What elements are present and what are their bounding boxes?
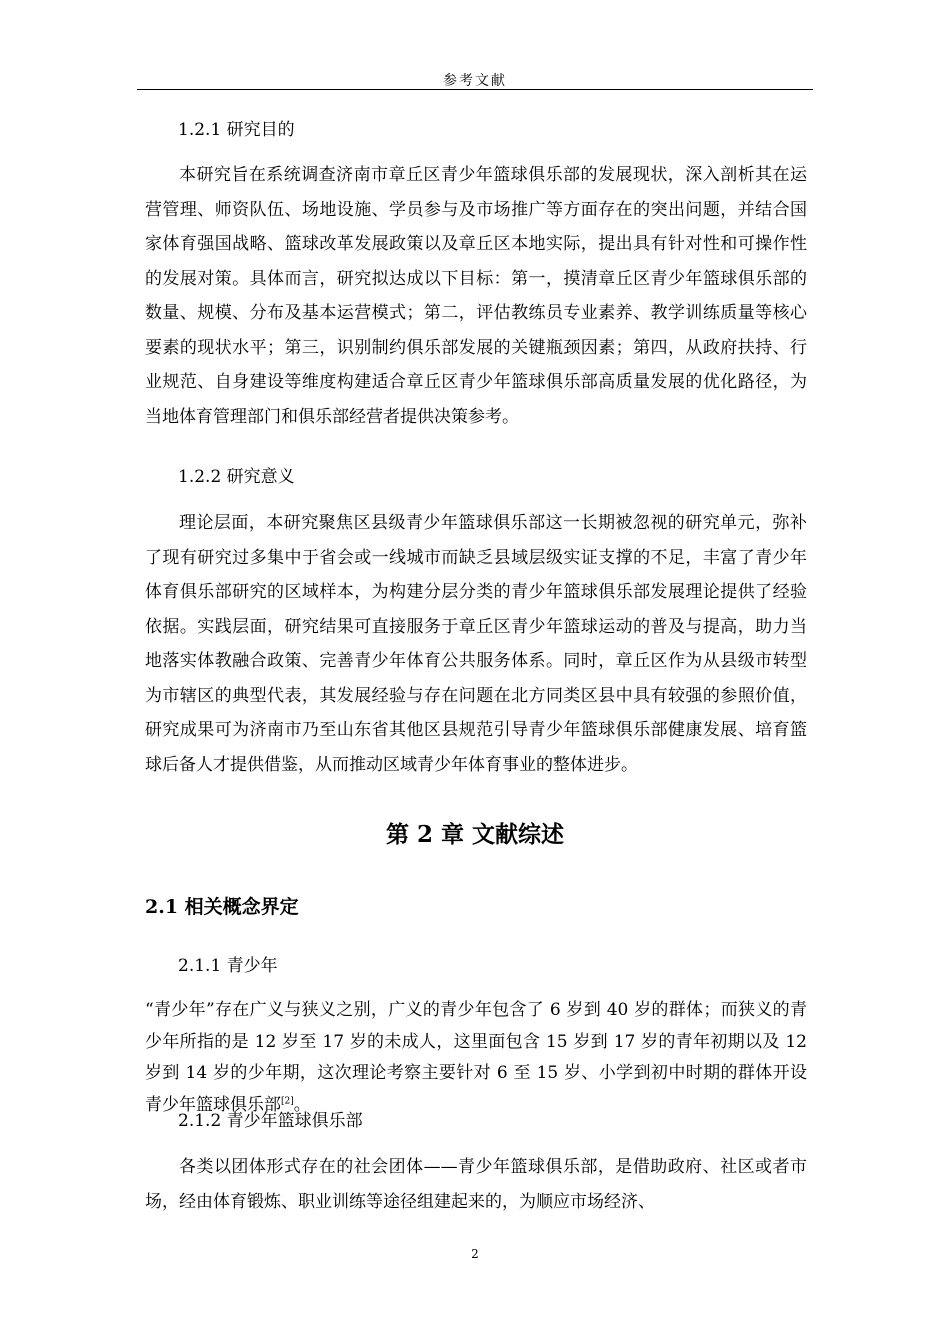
paragraph-club-definition: 各类以团体形式存在的社会团体——青少年篮球俱乐部，是借助政府、社区或者市场，经由体育锻炼、职业训练等途径组建起来的，为顺应市场经济、 bbox=[145, 1157, 807, 1212]
subsection-heading-2-1-2: 2.1.2 青少年篮球俱乐部 bbox=[178, 1111, 363, 1131]
paragraph-youth-definition bbox=[145, 995, 807, 1121]
subsection-heading-1-2-1: 1.2.1 研究目的 bbox=[178, 120, 295, 140]
paragraph-research-significance: 理论层面，本研究聚焦区县级青少年篮球俱乐部这一长期被忽视的研究单元，弥补了现有研究过多集中于省会或一线城市而缺乏县域层级实证支撑的不足，丰富了青少年体育俱乐部研究的区域样本，为构建分层分类的青少年篮球俱乐部发展理论提供了经验依据。实践层面，研究结果可直接服务于章丘区青少年篮球运动的普及与提高，助力当地落实体教融合政策、完善青少年体育公共服务体系。同时，章丘区作为从县级市转型为市辖区的典型代表，其发展经验与存在问题在北方同类区县中具有较强的参照价值，研究成果可为济南市乃至山东省其他区县规范引导青少年篮球俱乐部健康发展、培育篮球后备人才提供借鉴，从而推动区域青少年体育事业的整体进步。 bbox=[145, 513, 807, 775]
subsection-heading-2-1-1: 2.1.1 青少年 bbox=[178, 956, 278, 976]
sentence-end: 。 bbox=[293, 1094, 311, 1115]
paragraph-research-purpose: 本研究旨在系统调查济南市章丘区青少年篮球俱乐部的发展现状，深入剖析其在运营管理、师资队伍、场地设施、学员参与及市场推广等方面存在的突出问题，并结合国家体育强国战略、篮球改革发展政策以及章丘区本地实际，提出具有针对性和可操作性的发展对策。具体而言，研究拟达成以下目标：第一，摸清章丘区青少年篮球俱乐部的数量、规模、分布及基本运营模式；第二，评估教练员专业素养、教学训练质量等核心要素的现状水平；第三，识别制约俱乐部发展的关键瓶颈因素；第四，从政府扶持、行业规范、自身建设等维度构建适合章丘区青少年篮球俱乐部高质量发展的优化路径，为当地体育管理部门和俱乐部经营者提供决策参考。 bbox=[145, 165, 807, 427]
page-number: 2 bbox=[471, 1247, 479, 1261]
header-rule bbox=[137, 89, 813, 90]
running-header: 参考文献 bbox=[443, 73, 507, 89]
section-title-2-1: 2.1 相关概念界定 bbox=[145, 896, 299, 918]
subsection-heading-1-2-2: 1.2.2 研究意义 bbox=[178, 467, 295, 487]
youth-definition-text: “青少年”存在广义与狭义之别，广义的青少年包含了 6 岁到 40 岁的群体；而狭义的青少年所指的是 12 岁至 17 岁的未成人，这里面包含 15 岁到 17 岁的青年初期以及 12 岁到 14 岁的少年期，这次理论考察主要针对 6 至 15 岁、小学到初中时期的群体开设青少年篮球俱乐部 bbox=[145, 1000, 807, 1115]
citation-ref[interactable]: [2] bbox=[281, 1095, 294, 1106]
chapter-title: 第 2 章 文献综述 bbox=[385, 821, 565, 848]
